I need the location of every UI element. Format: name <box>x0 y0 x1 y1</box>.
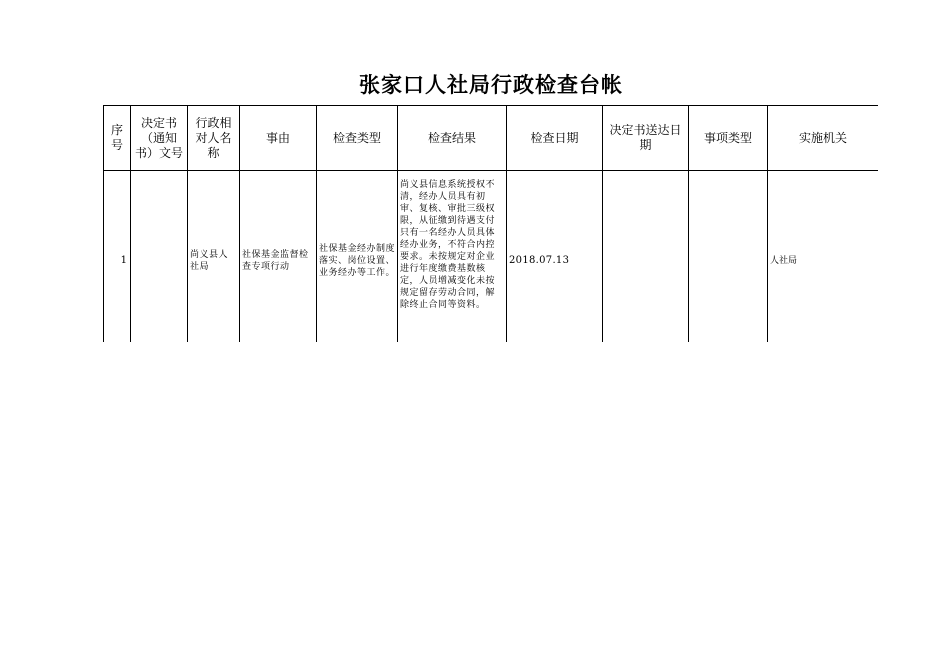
cell-reason: 社保基金监督检查专项行动 <box>240 171 317 343</box>
ledger-sheet <box>103 105 878 342</box>
cell-item-type <box>689 171 768 343</box>
cell-result: 尚义县信息系统授权不清，经办人员具有初审、复核、审批三级权限，从征缴到待遇支付只有一名经办人员具体经办业务，不符合内控要求。未按规定对企业进行年度缴费基数核定，人员增减变化未按规定留存劳动合同，解除终止合同等资料。 <box>398 171 507 343</box>
cell-seq: 1 <box>104 171 131 343</box>
header-seq: 序号 <box>104 106 131 171</box>
page-title: 张家口人社局行政检查台帐 <box>359 73 623 97</box>
header-result: 检查结果 <box>398 106 507 171</box>
table-row <box>104 171 879 343</box>
header-doc-no: 决定书（通知书）文号 <box>131 106 188 171</box>
cell-agency: 人社局 <box>768 171 879 343</box>
cell-check-type: 社保基金经办制度落实、岗位设置、业务经办等工作。 <box>317 171 398 343</box>
header-item-type: 事项类型 <box>689 106 768 171</box>
cell-target: 尚义县人社局 <box>188 171 240 343</box>
header-check-date: 检查日期 <box>507 106 603 171</box>
ledger-table <box>103 105 878 342</box>
header-agency: 实施机关 <box>768 106 879 171</box>
cell-doc-no <box>131 171 188 343</box>
header-target: 行政相对人名称 <box>188 106 240 171</box>
header-row <box>104 106 879 171</box>
header-reason: 事由 <box>240 106 317 171</box>
cell-delivery-date <box>603 171 689 343</box>
cell-check-date: 2018.07.13 <box>507 171 603 343</box>
header-delivery-date: 决定书送达日期 <box>603 106 689 171</box>
header-check-type: 检查类型 <box>317 106 398 171</box>
